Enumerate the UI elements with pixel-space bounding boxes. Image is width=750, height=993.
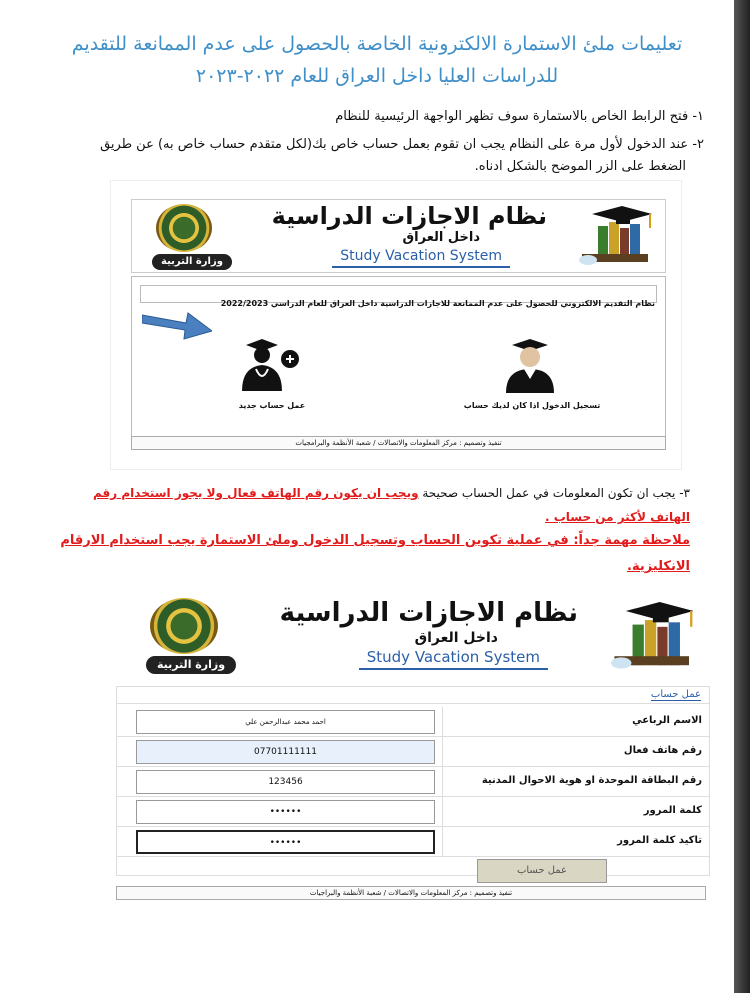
form-row-password (117, 797, 710, 827)
step-3-line-1 (30, 482, 690, 504)
document-title (40, 28, 714, 92)
system-title-en: Study Vacation System (332, 248, 510, 268)
ministry-label-2: وزارة التربية (146, 656, 236, 674)
login-label[interactable]: تسجيل الدخول اذا كان لديك حساب (463, 401, 601, 410)
name-label: الاسم الرباعي (632, 715, 702, 726)
system-header-2 (120, 594, 708, 678)
form-row-id (117, 767, 710, 797)
section-divider (117, 703, 710, 704)
books-graduation-cap-icon (572, 206, 662, 268)
system-title-ar: نظام الاجازات الدراسية (271, 202, 547, 230)
row-divider (442, 827, 443, 857)
home-panel (131, 276, 666, 446)
footer-credit: تنفيذ وتصميم : مركز المعلومات والاتصالات / شعبة الأنظمة والبرامجيات (131, 436, 666, 450)
ministry-label: وزارة التربية (152, 254, 232, 270)
confirm-password-label: تاكيد كلمة المرور (617, 835, 702, 846)
system-title-en-2: Study Vacation System (359, 648, 548, 670)
note-line-2: الانكليزية. (627, 559, 690, 574)
graduate-icon (500, 333, 560, 395)
screenshot-create-account (112, 590, 712, 906)
title-line-1: تعليمات ملئ الاستمارة الالكترونية الخاصة بالحصول على عدم الممانعة للتقديم (71, 33, 683, 55)
id-card-input[interactable]: 123456 (136, 770, 435, 794)
form-row-confirm-password (117, 827, 710, 857)
pointer-arrow-icon (142, 309, 212, 343)
title-line-2: للدراسات العليا داخل العراق للعام ٢٠٢٢-٢٠٢٣ (195, 65, 559, 87)
row-divider (442, 737, 443, 767)
note-line-1: ملاحظة مهمة جداً: في عملية تكوين الحساب وتسجيل الدخول وملئ الاستمارة يجب استخدام الارقام (60, 533, 690, 548)
login-button[interactable] (500, 333, 560, 395)
confirm-password-input[interactable]: •••••• (136, 830, 435, 854)
create-account-form (116, 686, 710, 876)
phone-label: رقم هاتف فعال (623, 745, 702, 756)
page-edge (734, 0, 750, 993)
new-account-button[interactable] (236, 333, 302, 395)
step-1: ١- فتح الرابط الخاص بالاستمارة سوف تظهر الواجهة الرئيسية للنظام (335, 109, 704, 124)
books-graduation-cap-icon-2 (602, 602, 706, 672)
row-divider (442, 707, 443, 737)
add-user-icon (236, 333, 302, 395)
system-subtitle-ar: داخل العراق (402, 230, 480, 245)
name-input[interactable]: احمد محمد عبدالرحمن علي (136, 710, 435, 734)
panel-heading: نظام التقديم الالكتروني للحصول على عدم الممانعة للاجازات الدراسية داخل العراق للعام الدراسي 2022/2023 (220, 299, 655, 308)
step-3-text: ٣- يجب ان تكون المعلومات في عمل الحساب صحيحة (422, 486, 690, 500)
id-card-label: رقم البطاقة الموحدة او هوية الاحوال المدنية (481, 775, 702, 786)
system-header (131, 199, 666, 273)
password-label: كلمة المرور (643, 805, 702, 816)
ministry-emblem-icon-2 (150, 598, 218, 654)
step-2-line-2: الضغط على الزر الموضح بالشكل ادناه. (474, 159, 686, 174)
screenshot-home (110, 180, 682, 470)
new-account-label[interactable]: عمل حساب جديد (238, 401, 306, 410)
create-account-button[interactable]: عمل حساب (477, 859, 607, 883)
row-divider (442, 797, 443, 827)
phone-input[interactable]: 07701111111 (136, 740, 435, 764)
step-3-line-2: الهاتف لأكثر من حساب . (544, 510, 690, 524)
form-row-name (117, 707, 710, 737)
step-3-warning: ويجب ان يكون رقم الهاتف فعال ولا يجوز استخدام رقم (93, 486, 419, 500)
system-subtitle-ar-2: داخل العراق (414, 630, 498, 646)
row-divider (442, 767, 443, 797)
form-row-phone (117, 737, 710, 767)
footer-credit-2: تنفيذ وتصميم : مركز المعلومات والاتصالات / شعبة الأنظمة والبراجيات (116, 886, 706, 900)
system-title-ar-2: نظام الاجازات الدراسية (279, 598, 578, 628)
step-2-line-1: ٢- عند الدخول لأول مرة على النظام يجب ان تقوم بعمل حساب خاص بك(لكل متقدم حساب خاص به) عن طريق (100, 137, 704, 152)
form-section-title: عمل حساب (650, 689, 701, 700)
password-input[interactable]: •••••• (136, 800, 435, 824)
ministry-emblem-icon (156, 204, 212, 252)
